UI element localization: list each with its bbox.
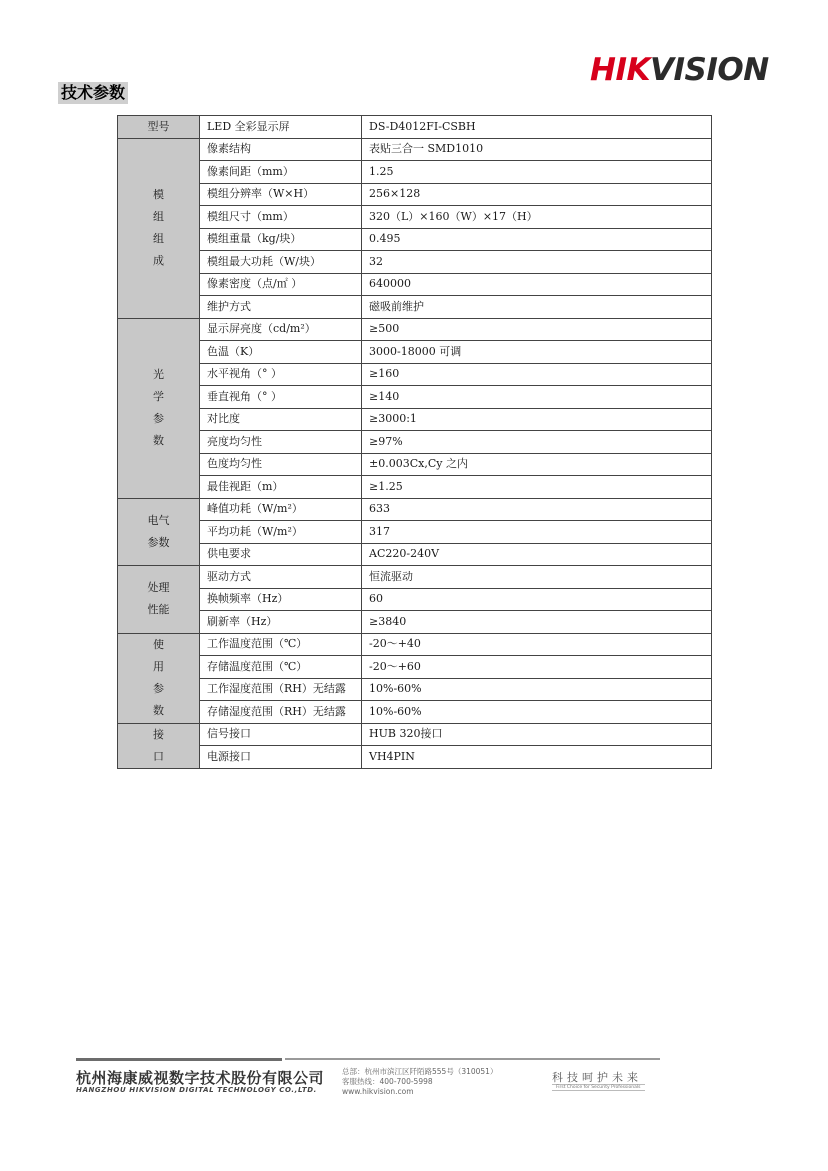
slogan-en: First Choice for Security Professionals (552, 1084, 645, 1091)
table-row (118, 746, 712, 769)
param-value-cell: 0.495 (362, 228, 712, 251)
param-name-cell: 水平视角（° ） (200, 363, 362, 386)
category-char: 性能 (147, 603, 170, 617)
category-char: 参 (153, 412, 164, 425)
table-row (118, 633, 712, 656)
table-row (118, 588, 712, 611)
param-name-cell: 存储温度范围（℃） (200, 656, 362, 679)
table-row (118, 183, 712, 206)
param-value-cell: 10%-60% (362, 678, 712, 701)
logo-vision-text: VISION (650, 52, 769, 88)
param-value-cell: 640000 (362, 273, 712, 296)
param-name-cell: 垂直视角（° ） (200, 386, 362, 409)
param-value-cell: ≥140 (362, 386, 712, 409)
category-char: 使 (153, 638, 164, 651)
param-name-cell: 色度均匀性 (200, 453, 362, 476)
param-name-cell: 色温（K） (200, 341, 362, 364)
table-row (118, 701, 712, 724)
category-char: 组 (153, 210, 164, 223)
category-char: 数 (153, 434, 164, 447)
param-name-cell: 对比度 (200, 408, 362, 431)
param-name-cell: 信号接口 (200, 723, 362, 746)
param-value-cell: 320（L）×160（W）×17（H） (362, 206, 712, 229)
table-row (118, 476, 712, 499)
param-value-cell: ±0.003Cx,Cy 之内 (362, 453, 712, 476)
footer-divider-light (285, 1058, 660, 1060)
model-value-cell: DS-D4012FI-CSBH (362, 116, 712, 139)
param-name-cell: 工作湿度范围（RH）无结露 (200, 678, 362, 701)
param-value-cell: ≥3000:1 (362, 408, 712, 431)
param-value-cell: -20～+40 (362, 633, 712, 656)
table-row (118, 273, 712, 296)
param-name-cell: 像素密度（点/㎡ ） (200, 273, 362, 296)
param-name-cell: 像素间距（mm） (200, 161, 362, 184)
param-name-cell: 模组尺寸（mm） (200, 206, 362, 229)
table-row (118, 498, 712, 521)
table-row (118, 386, 712, 409)
param-value-cell: 表贴三合一 SMD1010 (362, 138, 712, 161)
table-row (118, 206, 712, 229)
param-name-cell: 像素结构 (200, 138, 362, 161)
param-name-cell: 模组重量（kg/块） (200, 228, 362, 251)
footer-divider-dark (76, 1058, 282, 1061)
category-char: 处理 (147, 581, 170, 595)
company-name-cn: 杭州海康威视数字技术股份有限公司 (76, 1069, 325, 1087)
table-row (118, 566, 712, 589)
param-name-cell: 维护方式 (200, 296, 362, 319)
param-value-cell: 1.25 (362, 161, 712, 184)
param-value-cell: 磁吸前维护 (362, 296, 712, 319)
category-char: 口 (153, 749, 164, 763)
param-name-cell: 显示屏亮度（cd/m²） (200, 318, 362, 341)
category-char: 用 (153, 660, 164, 673)
param-value-cell: ≥1.25 (362, 476, 712, 499)
param-name-cell: 换帧频率（Hz） (200, 588, 362, 611)
table-row (118, 116, 712, 139)
param-value-cell: ≥500 (362, 318, 712, 341)
category-cell (118, 318, 200, 498)
param-name-cell: 供电要求 (200, 543, 362, 566)
category-char: 参数 (147, 535, 170, 549)
category-char: 模 (153, 188, 164, 201)
table-row (118, 656, 712, 679)
category-cell (118, 723, 200, 768)
param-value-cell: 恒流驱动 (362, 566, 712, 589)
category-cell (118, 498, 200, 566)
table-row (118, 296, 712, 319)
category-char: 接 (153, 727, 164, 741)
param-value-cell: 633 (362, 498, 712, 521)
param-name-cell: 驱动方式 (200, 566, 362, 589)
category-char: 光 (153, 368, 164, 381)
param-name-cell: 模组分辨率（W×H） (200, 183, 362, 206)
spec-table (117, 115, 712, 769)
category-char: 成 (153, 254, 164, 267)
logo-hik-text: HIK (590, 52, 651, 88)
param-name-cell: 工作温度范围（℃） (200, 633, 362, 656)
model-label-cell: 型号 (118, 116, 200, 139)
category-char: 组 (153, 232, 164, 245)
table-row (118, 431, 712, 454)
param-value-cell: 10%-60% (362, 701, 712, 724)
param-value-cell: ≥3840 (362, 611, 712, 634)
param-name-cell: 平均功耗（W/m²） (200, 521, 362, 544)
param-value-cell: 3000-18000 可调 (362, 341, 712, 364)
hotline-text: 客服热线：400-700-5998 (342, 1077, 433, 1086)
param-name-cell: 亮度均匀性 (200, 431, 362, 454)
table-row (118, 251, 712, 274)
param-name-cell: 刷新率（Hz） (200, 611, 362, 634)
category-cell (118, 633, 200, 723)
param-name-cell: 电源接口 (200, 746, 362, 769)
category-char: 数 (153, 704, 164, 717)
contact-block (342, 1067, 497, 1097)
param-value-cell: AC220-240V (362, 543, 712, 566)
param-value-cell: 60 (362, 588, 712, 611)
table-row (118, 318, 712, 341)
param-value-cell: 317 (362, 521, 712, 544)
table-row (118, 521, 712, 544)
param-value-cell: VH4PIN (362, 746, 712, 769)
param-name-cell: 峰值功耗（W/m²） (200, 498, 362, 521)
model-name-cell: LED 全彩显示屏 (200, 116, 362, 139)
website-link[interactable]: www.hikvision.com (342, 1087, 414, 1096)
param-name-cell: 最佳视距（m） (200, 476, 362, 499)
table-row (118, 678, 712, 701)
table-row (118, 138, 712, 161)
param-value-cell: -20～+60 (362, 656, 712, 679)
hikvision-logo (590, 52, 770, 88)
section-title: 技术参数 (58, 82, 128, 104)
table-row (118, 543, 712, 566)
table-row (118, 723, 712, 746)
spec-table-body (118, 116, 712, 769)
category-cell (118, 566, 200, 634)
table-row (118, 161, 712, 184)
param-value-cell: ≥160 (362, 363, 712, 386)
table-row (118, 453, 712, 476)
table-row (118, 341, 712, 364)
param-name-cell: 模组最大功耗（W/块） (200, 251, 362, 274)
param-value-cell: 256×128 (362, 183, 712, 206)
param-value-cell: HUB 320接口 (362, 723, 712, 746)
company-name-en: HANGZHOU HIKVISION DIGITAL TECHNOLOGY CO.,LTD. (76, 1086, 317, 1094)
table-row (118, 363, 712, 386)
param-name-cell: 存储湿度范围（RH）无结露 (200, 701, 362, 724)
table-row (118, 408, 712, 431)
category-char: 电气 (147, 513, 170, 527)
table-row (118, 611, 712, 634)
param-value-cell: 32 (362, 251, 712, 274)
table-row (118, 228, 712, 251)
category-char: 参 (153, 682, 164, 695)
slogan-cn: 科技呵护未来 (552, 1071, 642, 1084)
category-char: 学 (153, 390, 164, 403)
address-text: 总部：杭州市滨江区阡陌路555号（310051） (342, 1067, 498, 1076)
param-value-cell: ≥97% (362, 431, 712, 454)
category-cell (118, 138, 200, 318)
